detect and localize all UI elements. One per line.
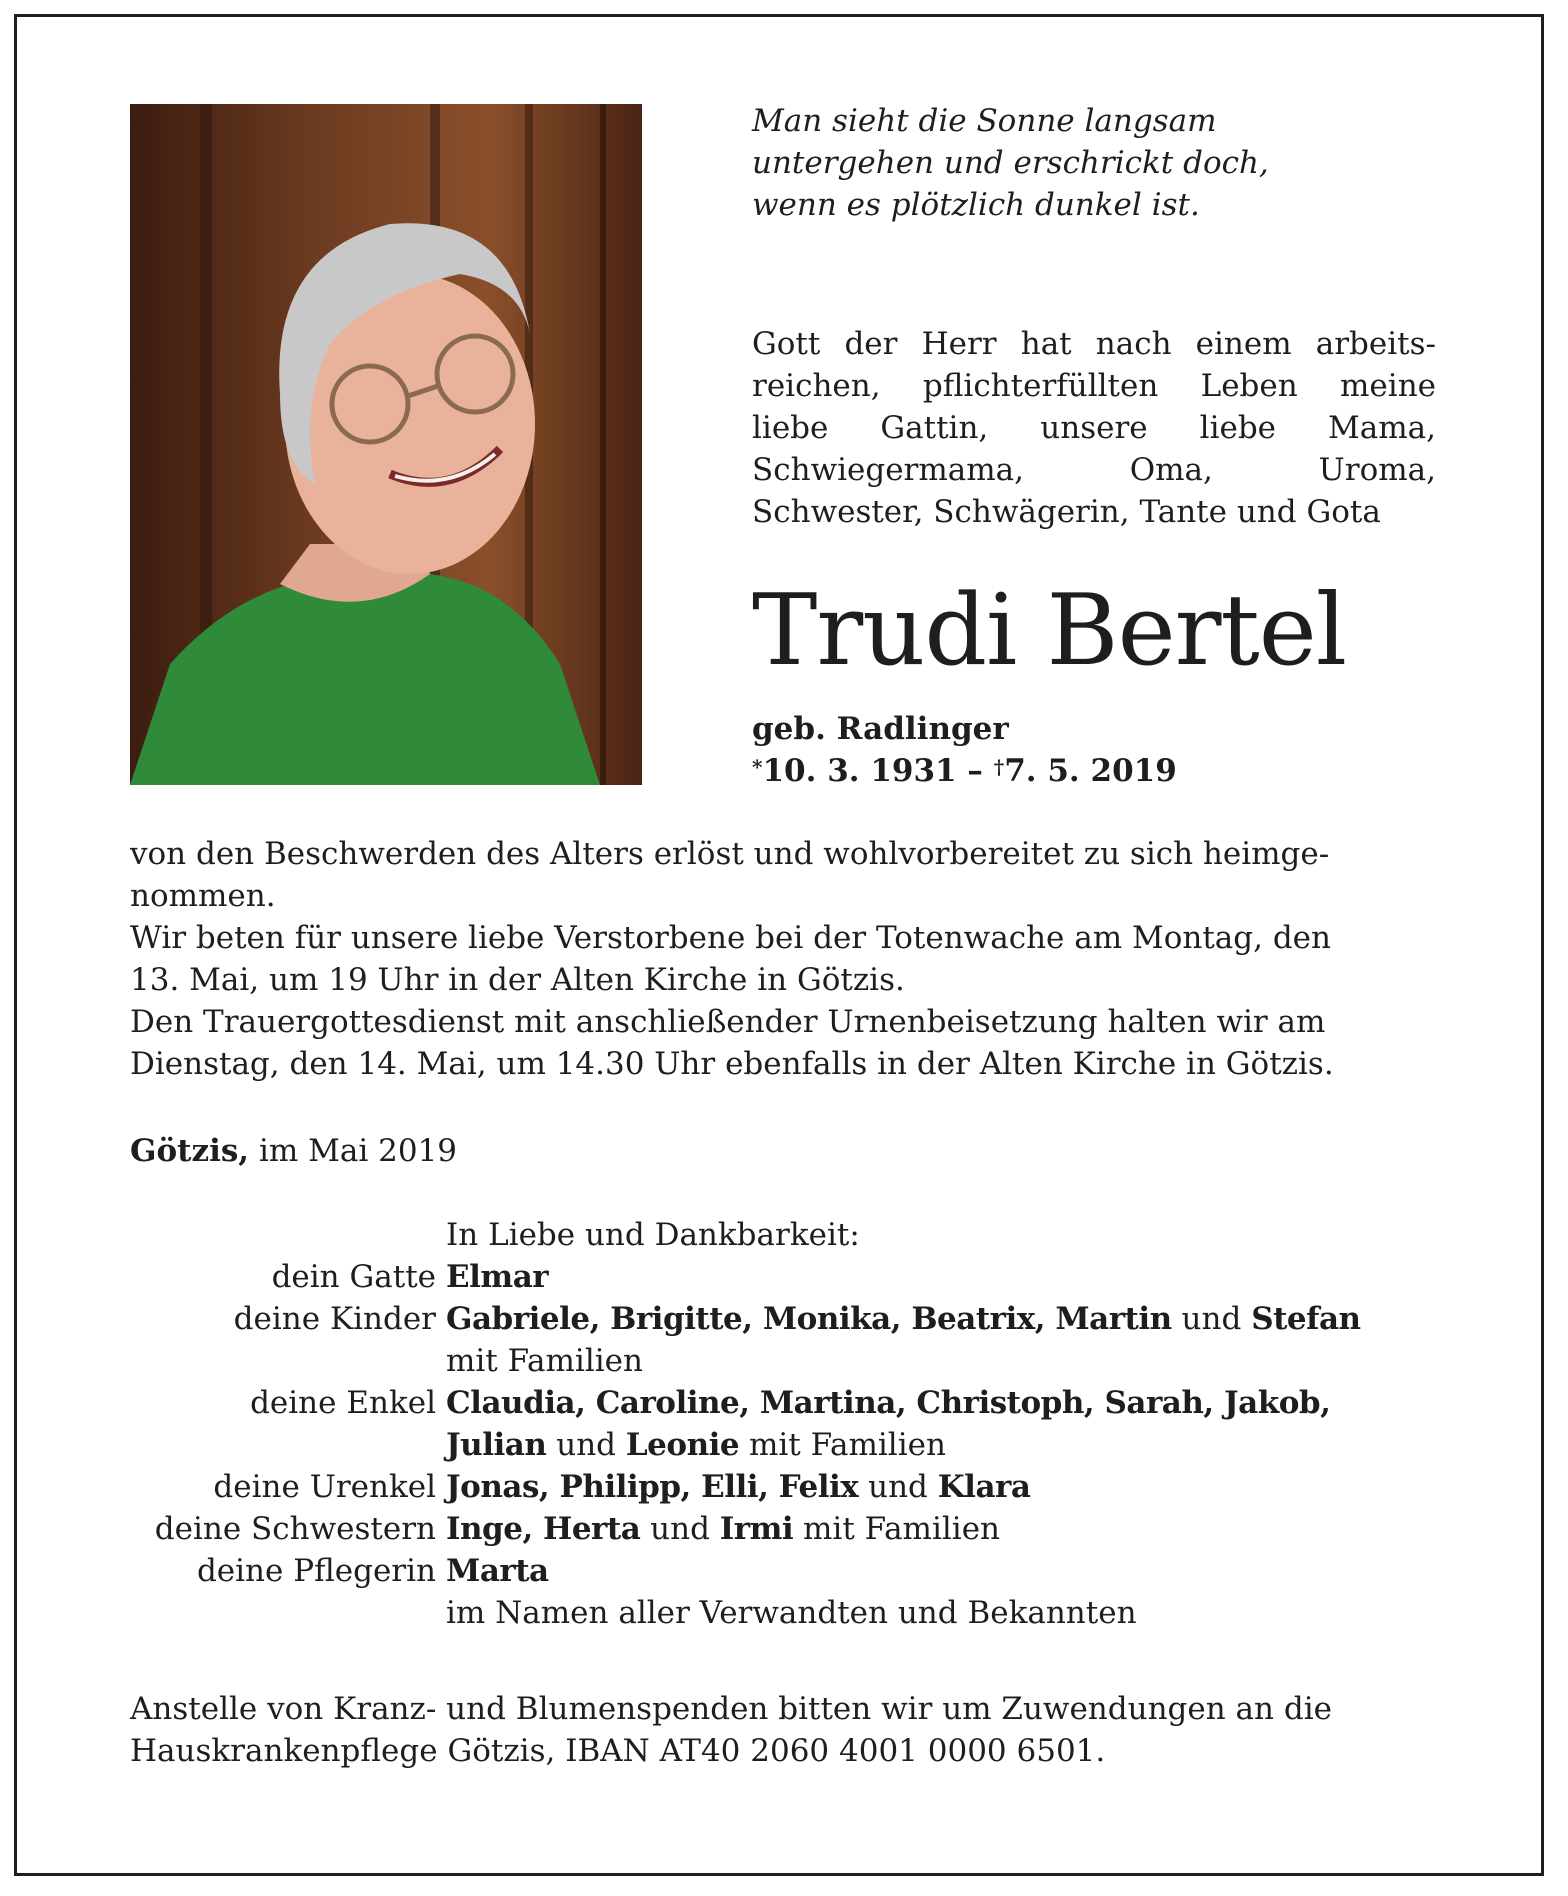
mourner-row (130, 1382, 1450, 1424)
footer-line: Anstelle von Kranz- und Blumenspenden bitten wir um Zuwendungen an die (130, 1691, 1332, 1727)
mourner-names: Jonas, Philipp, Elli, Felix (446, 1469, 859, 1505)
mourners-heading-row (130, 1214, 1450, 1256)
body-line: nommen. (130, 878, 276, 914)
intro-line: Schwiegermama, Oma, Uroma, (752, 452, 1436, 488)
mourner-row (130, 1550, 1450, 1592)
conjunction: und (640, 1511, 720, 1547)
portrait-illustration (130, 104, 642, 785)
mourner-names: Julian (446, 1427, 547, 1463)
mourner-names: Leonie (625, 1427, 740, 1463)
mourner-label: deine Urenkel (213, 1469, 436, 1505)
life-dates (752, 750, 1177, 792)
place-date (130, 1130, 457, 1172)
death-cross-icon: † (993, 755, 1005, 779)
mourner-names: Klara (937, 1469, 1031, 1505)
mourner-names: Claudia, Caroline, Martina, Christoph, Sarah, Jakob, (446, 1385, 1331, 1421)
date-dash: – (956, 753, 994, 789)
mourner-names: Irmi (719, 1511, 794, 1547)
body-line: 13. Mai, um 19 Uhr in der Alten Kirche in Götzis. (130, 962, 905, 998)
birth-date: 10. 3. 1931 (762, 753, 957, 789)
quote-line: untergehen und erschrickt doch, (752, 145, 1269, 181)
body-line: Dienstag, den 14. Mai, um 14.30 Uhr ebenfalls in der Alten Kirche in Götzis. (130, 1046, 1334, 1082)
deceased-name: Trudi Bertel (752, 574, 1347, 688)
mourner-suffix: mit Familien (793, 1511, 1001, 1547)
maiden-name: geb. Radlinger (752, 711, 1009, 747)
mourner-row (130, 1256, 1450, 1298)
mourners-list (130, 1214, 1450, 1634)
quote-line: Man sieht die Sonne langsam (752, 103, 1217, 139)
conjunction: und (858, 1469, 938, 1505)
quote-line: wenn es plötzlich dunkel ist. (752, 187, 1200, 223)
mourner-row (130, 1424, 1450, 1466)
place-city: Götzis, (130, 1133, 250, 1169)
announcement-body (130, 833, 1450, 1085)
memorial-quote (752, 100, 1452, 226)
mourner-names: Gabriele, Brigitte, Monika, Beatrix, Martin (446, 1301, 1172, 1337)
intro-line: Gott der Herr hat nach einem arbeits- (752, 326, 1436, 362)
mourner-label: deine Pflegerin (196, 1553, 436, 1589)
mourners-heading: In Liebe und Dankbarkeit: (446, 1217, 860, 1253)
mourner-label: deine Enkel (250, 1385, 436, 1421)
mourner-label: deine Schwestern (154, 1511, 436, 1547)
mourner-names: Marta (446, 1553, 549, 1589)
intro-line: liebe Gattin, unsere liebe Mama, (752, 410, 1436, 446)
intro-line: reichen, pflichterfüllten Leben meine (752, 368, 1436, 404)
mourner-suffix: mit Familien (446, 1343, 643, 1379)
mourner-suffix: mit Familien (739, 1427, 946, 1463)
conjunction: und (546, 1427, 626, 1463)
mourner-row (130, 1298, 1450, 1340)
body-line: Den Trauergottesdienst mit anschließender Urnenbeisetzung halten wir am (130, 1004, 1326, 1040)
birth-star-icon: * (752, 755, 763, 779)
intro-text (752, 323, 1436, 533)
death-date: 7. 5. 2019 (1004, 753, 1177, 789)
footer-line: Hauskrankenpflege Götzis, IBAN AT40 2060 4001 0000 6501. (130, 1733, 1106, 1769)
mourners-closing: im Namen aller Verwandten und Bekannten (446, 1595, 1137, 1631)
body-line: von den Beschwerden des Alters erlöst und wohlvorbereitet zu sich heimge- (130, 836, 1330, 872)
intro-line: Schwester, Schwägerin, Tante und Gota (752, 494, 1381, 530)
mourner-row (130, 1592, 1450, 1634)
mourner-row (130, 1508, 1450, 1550)
donation-note (130, 1688, 1450, 1772)
conjunction: und (1171, 1301, 1252, 1337)
mourner-row (130, 1340, 1450, 1382)
mourner-names: Elmar (446, 1259, 549, 1295)
mourner-label: deine Kinder (233, 1301, 436, 1337)
mourner-row (130, 1466, 1450, 1508)
mourner-label: dein Gatte (271, 1259, 436, 1295)
place-month: im Mai 2019 (249, 1133, 458, 1169)
mourner-names: Inge, Herta (446, 1511, 641, 1547)
portrait-photo (130, 104, 642, 785)
mourner-names: Stefan (1251, 1301, 1361, 1337)
body-line: Wir beten für unsere liebe Verstorbene bei der Totenwache am Montag, den (130, 920, 1331, 956)
